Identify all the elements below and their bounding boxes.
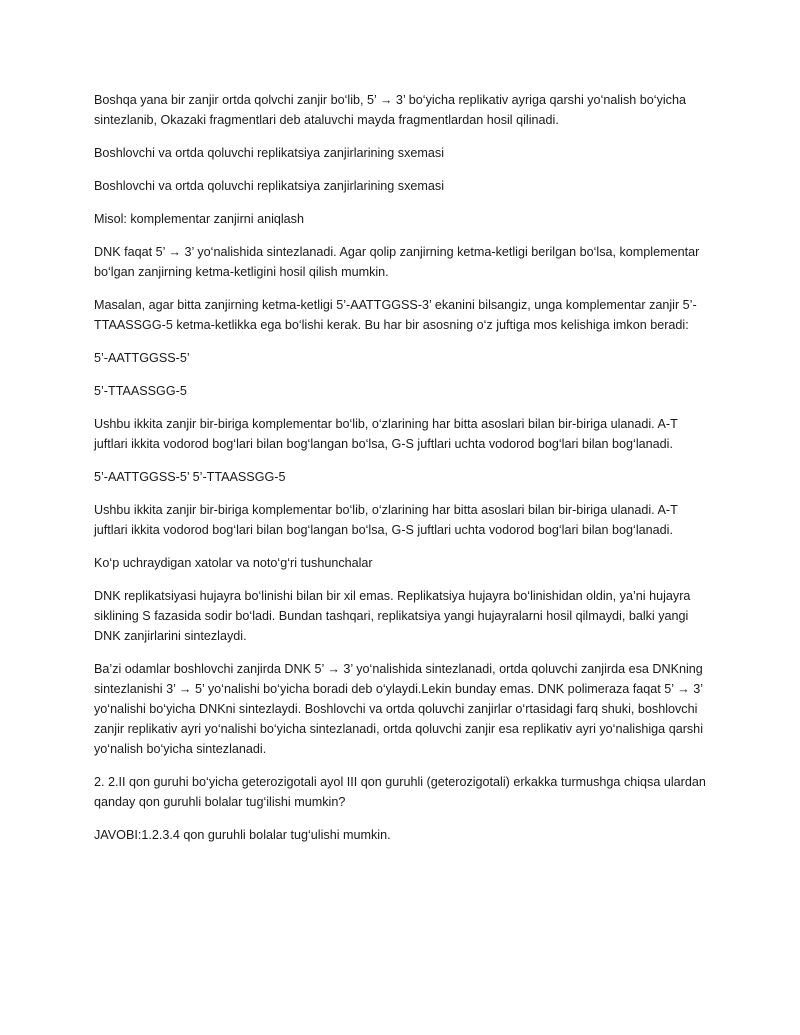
sequence-strand-2: 5’-TTAASSGG-5 — [94, 384, 187, 398]
paragraph-mistakes-heading: Ko‘p uchraydigan xatolar va noto‘g‘ri tushunchalar — [94, 556, 373, 570]
paragraph-complementary-example: Masalan, agar bitta zanjirning ketma-ketligi 5’-AATTGGSS-3’ ekanini bilsangiz, unga komplementar zanjir 5’-TTAASSGG-5 ketma-ketlikka ega bo‘lishi kerak. Bu har bir asosning o‘z juftiga mos kelishiga imkon beradi: — [94, 298, 697, 332]
paragraph-question: 2. 2.II qon guruhi bo‘yicha geterozigotali ayol III qon guruhli (geterozigotali) erkakka turmushga chiqsa ulardan qanday qon guruhli bolalar tug‘ilishi mumkin? — [94, 775, 706, 809]
paragraph-misconception: Ba’zi odamlar boshlovchi zanjirda DNK 5’ → 3’ yo‘nalishida sintezlanadi, ortda qoluvchi zanjirda esa DNKning sintezlanishi 3’ → 5’ yo‘nalishi bo‘yicha boradi deb o‘ylaydi.Lekin bunday emas. DNK polimeraza faqat 5’ → 3’ yo‘nalishi bo‘yicha DNKni sintezlaydi. Boshlovchi va ortda qoluvchi zanjirlar o‘rtasidagi farq shuki, boshlovchi zanjir replikativ ayri yo‘nalishi bo‘yicha sintezlanadi, ortda qoluvchi zanjir esa replikativ ayri yo‘nalishiga qarshi yo‘nalish bo‘yicha sintezlanadi. — [94, 662, 703, 756]
sequence-pair: 5’-AATTGGSS-5’ 5’-TTAASSGG-5 — [94, 470, 286, 484]
sequence-strand-1: 5’-AATTGGSS-5’ — [94, 351, 190, 365]
paragraph-answer: JAVOBI:1.2.3.4 qon guruhli bolalar tug‘ulishi mumkin. — [94, 828, 391, 842]
document-body — [94, 90, 708, 858]
paragraph-okazaki: Boshqa yana bir zanjir ortda qolvchi zanjir bo‘lib, 5’ → 3’ bo‘yicha replikativ ayriga qarshi yo‘nalish bo‘yicha sintezlanib, Okazaki fragmentlari deb ataluvchi mayda fragmentlardan hosil qilinadi. — [94, 93, 686, 127]
paragraph-replication-vs-division: DNK replikatsiyasi hujayra bo‘linishi bilan bir xil emas. Replikatsiya hujayra bo‘linishidan oldin, ya’ni hujayra siklining S fazasida sodir bo‘ladi. Bundan tashqari, replikatsiya yangi hujayralarni hosil qilmaydi, balki yangi DNK zanjirlarini sintezlaydi. — [94, 589, 691, 643]
paragraph-base-pairing: Ushbu ikkita zanjir bir-biriga komplementar bo‘lib, o‘zlarining har bitta asoslari bilan bir-biriga ulanadi. A-T juftlari ikkita vodorod bog‘lari bilan bog‘langan bo‘lsa, G-S juftlari uchta vodorod bog‘lari bilan bog‘lanadi. — [94, 417, 678, 451]
paragraph-example-heading: Misol: komplementar zanjirni aniqlash — [94, 212, 304, 226]
paragraph-scheme-caption-repeat: Boshlovchi va ortda qoluvchi replikatsiya zanjirlarining sxemasi — [94, 179, 444, 193]
paragraph-scheme-caption: Boshlovchi va ortda qoluvchi replikatsiya zanjirlarining sxemasi — [94, 146, 444, 160]
paragraph-base-pairing-repeat: Ushbu ikkita zanjir bir-biriga komplementar bo‘lib, o‘zlarining har bitta asoslari bilan bir-biriga ulanadi. A-T juftlari ikkita vodorod bog‘lari bilan bog‘langan bo‘lsa, G-S juftlari uchta vodorod bog‘lari bilan bog‘lanadi. — [94, 503, 678, 537]
paragraph-synthesis-direction: DNK faqat 5’ → 3’ yo‘nalishida sintezlanadi. Agar qolip zanjirning ketma-ketligi berilgan bo‘lsa, komplementar bo‘lgan zanjirning ketma-ketligini hosil qilish mumkin. — [94, 245, 700, 279]
